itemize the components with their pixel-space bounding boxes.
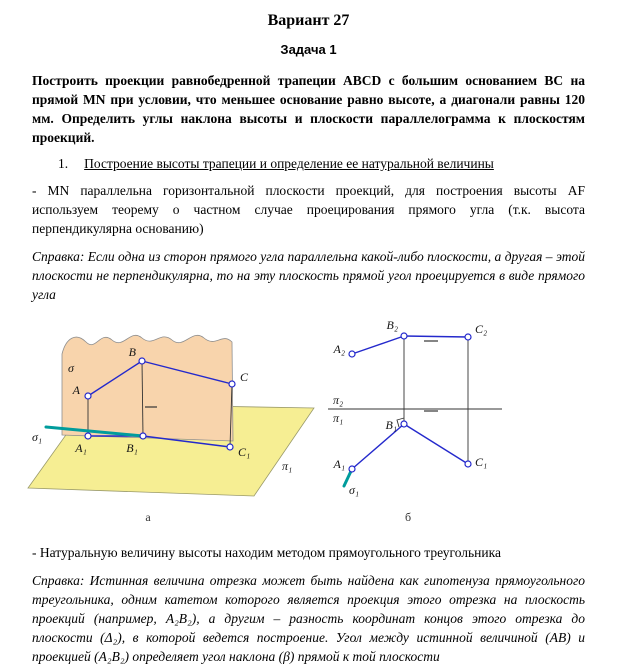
label-C1-b: C₁ (475, 454, 488, 469)
label-sigma: σ (68, 360, 74, 375)
point-C1-b (465, 461, 471, 467)
label-pi1-b: π₁ (333, 410, 344, 425)
page-title: Вариант 27 (267, 12, 350, 29)
label-B: B (128, 344, 136, 359)
label-C1: C₁ (238, 444, 251, 459)
point-C2 (465, 334, 471, 340)
projection-connectors-b (397, 336, 468, 464)
label-A: A (72, 382, 80, 397)
label-B1-b: B₁ (385, 417, 397, 432)
label-C: C (240, 369, 249, 384)
edge-A2-B2 (352, 336, 404, 354)
caption-a: а (145, 509, 151, 524)
point-A2 (349, 351, 355, 357)
label-sigma1-b: σ₁ (349, 482, 360, 497)
task-subtitle: Задача 1 (280, 42, 337, 57)
caption-b: б (404, 509, 412, 524)
edge-B1-C1-b (404, 424, 468, 464)
label-pi1-a: π₁ (282, 458, 293, 473)
label-A2: A₂ (333, 341, 345, 356)
blue-lines-b (352, 336, 468, 469)
point-A1 (85, 433, 91, 439)
point-B (139, 358, 145, 364)
point-C1 (227, 444, 233, 450)
problem-statement: Построить проекции равнобедренной трапеции ABCD с большим основанием BC на прямой MN при условии, что меньшее основание равно высоте, а диагонали равны 120 мм. Определить углы наклона высоты и плоскости параллелограмма к плоскостям проекций. (32, 73, 585, 146)
note-true-length: Справка: Истинная величина отрезка может быть найдена как гипотенуза прямоугольного треугольника, одним катетом которого является проекция этого отрезка на плоскость проекций (например, A₂B₂), а другим – разность координат концов этого отрезка до плоскости (Δ₂), в которой ведется построение. Угол между истинной величиной (AB) и проекцией (A₂B₂) определяет угол наклона (β) прямой к той плоскости (32, 572, 585, 665)
figure-drawings (0, 314, 617, 534)
figure-svg (0, 314, 617, 529)
label-pi2: π₂ (333, 392, 344, 407)
edge-B2-C2 (404, 336, 468, 337)
points-b (349, 333, 471, 472)
point-C (229, 381, 235, 387)
label-B1: B₁ (126, 440, 138, 455)
note-right-angle: Справка: Если одна из сторон прямого угла параллельна какой-либо плоскости, а другая – этой плоскости не перпендикулярна, то на эту плоскость прямой угол проецируется в виде прямого угла (32, 249, 585, 303)
point-B1-b (401, 421, 407, 427)
label-A1: A₁ (75, 440, 87, 455)
paragraph-mn: - MN параллельна горизонтальной плоскости проекций, для построения высоты AF используем теорему о частном случае проецирования прямого угла (т.к. высота перпендикулярна основанию) (32, 182, 585, 236)
point-B1 (140, 433, 146, 439)
label-C2: C₂ (475, 321, 488, 336)
section-heading (32, 156, 585, 172)
paragraph-height-method: - Натуральную величину высоты находим методом прямоугольного треугольника (32, 544, 501, 560)
point-A (85, 393, 91, 399)
point-B2 (401, 333, 407, 339)
label-B2: B₂ (386, 317, 398, 332)
label-A1-b: A₁ (333, 456, 345, 471)
point-A1-b (349, 466, 355, 472)
section-heading-text: Построение высоты трапеции и определение ее натуральной величины (84, 155, 494, 171)
section-number: 1. (58, 155, 69, 171)
label-sigma1-a: σ₁ (32, 429, 43, 444)
